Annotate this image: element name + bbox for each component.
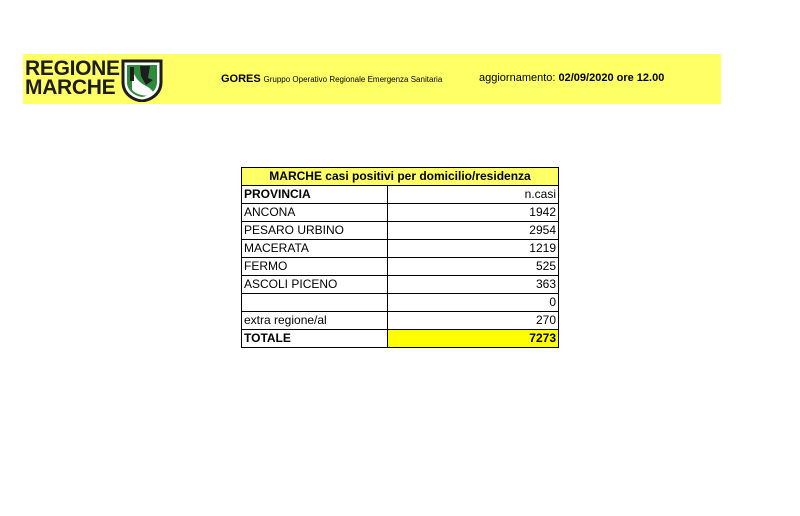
table-row xyxy=(242,204,559,222)
total-value: 7273 xyxy=(388,330,559,348)
table-title-row xyxy=(242,168,559,186)
table-row xyxy=(242,312,559,330)
province-cell: MACERATA xyxy=(242,240,388,258)
gores-subtitle: Gruppo Operativo Regionale Emergenza Sanitaria xyxy=(263,75,443,84)
header-province: PROVINCIA xyxy=(242,186,388,204)
province-cell xyxy=(242,294,388,312)
table-row xyxy=(242,222,559,240)
table-row xyxy=(242,258,559,276)
cases-table xyxy=(241,167,559,348)
header-cases: n.casi xyxy=(388,186,559,204)
cases-cell: 270 xyxy=(388,312,559,330)
regione-marche-emblem-icon xyxy=(120,58,164,102)
logo-line2: MARCHE xyxy=(25,76,116,99)
table-row xyxy=(242,276,559,294)
province-cell: ANCONA xyxy=(242,204,388,222)
province-cell: ASCOLI PICENO xyxy=(242,276,388,294)
province-cell: PESARO URBINO xyxy=(242,222,388,240)
cases-cell: 1219 xyxy=(388,240,559,258)
cases-cell: 363 xyxy=(388,276,559,294)
cases-cell: 525 xyxy=(388,258,559,276)
update-value: 02/09/2020 ore 12.00 xyxy=(558,72,665,84)
gores-label xyxy=(221,73,442,85)
table-row xyxy=(242,240,559,258)
update-label: aggiornamento: xyxy=(479,72,556,84)
header-banner xyxy=(23,54,721,104)
gores-title: GORES xyxy=(221,73,261,85)
table-row xyxy=(242,294,559,312)
cases-cell: 2954 xyxy=(388,222,559,240)
province-cell: FERMO xyxy=(242,258,388,276)
total-label: TOTALE xyxy=(242,330,388,348)
table-header-row xyxy=(242,186,559,204)
regione-marche-logo xyxy=(25,59,120,97)
cases-cell: 1942 xyxy=(388,204,559,222)
logo-line1: REGIONE xyxy=(25,57,120,80)
update-info xyxy=(479,72,664,84)
cases-cell: 0 xyxy=(388,294,559,312)
province-cell: extra regione/al xyxy=(242,312,388,330)
table-total-row xyxy=(242,330,559,348)
table-title: MARCHE casi positivi per domicilio/residenza xyxy=(242,168,559,186)
